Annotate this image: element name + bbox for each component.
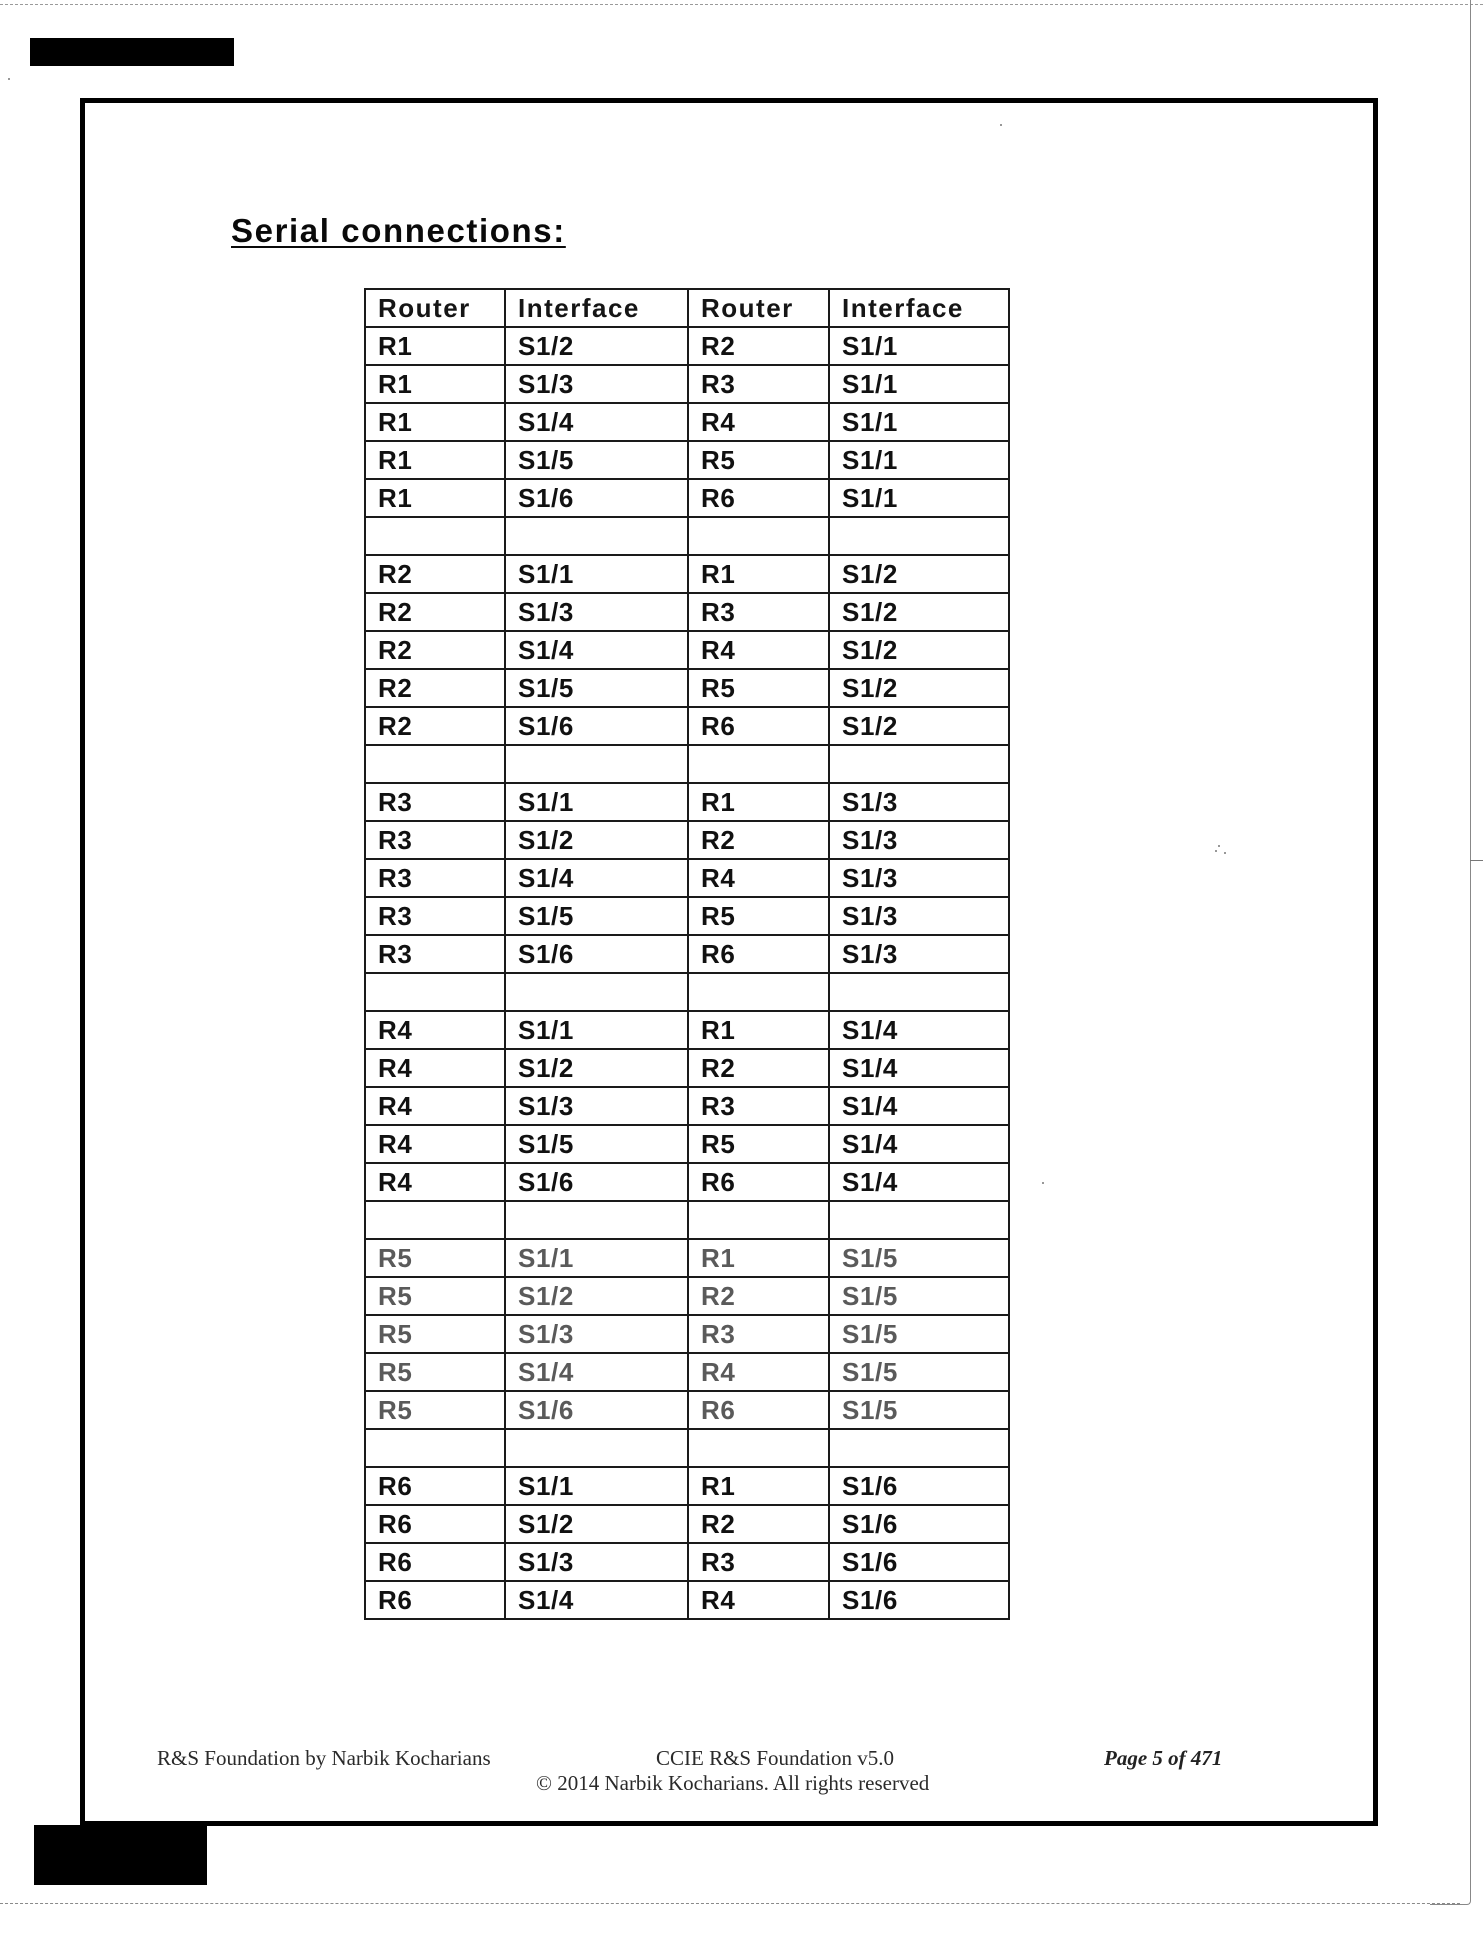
cell-remote-router: R2 xyxy=(688,1505,829,1543)
cell-local-interface: S1/2 xyxy=(505,1505,688,1543)
cell-local-interface: S1/6 xyxy=(505,479,688,517)
cell-remote-interface: S1/6 xyxy=(829,1581,1009,1619)
spacer-row xyxy=(365,517,1009,555)
cell-local-interface: S1/2 xyxy=(505,1049,688,1087)
serial-connections-table xyxy=(364,288,1010,1620)
empty-cell xyxy=(829,973,1009,1011)
cell-remote-interface: S1/1 xyxy=(829,479,1009,517)
cell-remote-router: R6 xyxy=(688,935,829,973)
cell-remote-router: R5 xyxy=(688,897,829,935)
cell-remote-interface: S1/3 xyxy=(829,859,1009,897)
empty-cell xyxy=(365,745,505,783)
cell-local-interface: S1/5 xyxy=(505,669,688,707)
table-row xyxy=(365,631,1009,669)
page-edge-corner xyxy=(1430,1898,1471,1905)
cell-local-router: R1 xyxy=(365,479,505,517)
empty-cell xyxy=(688,1201,829,1239)
cell-local-router: R6 xyxy=(365,1581,505,1619)
cell-remote-interface: S1/5 xyxy=(829,1277,1009,1315)
cell-local-interface: S1/4 xyxy=(505,631,688,669)
cell-local-interface: S1/4 xyxy=(505,859,688,897)
cell-remote-router: R1 xyxy=(688,1011,829,1049)
footer-course-title: CCIE R&S Foundation v5.0 xyxy=(656,1746,895,1770)
cell-local-router: R1 xyxy=(365,403,505,441)
spacer-row xyxy=(365,1201,1009,1239)
spacer-row xyxy=(365,1429,1009,1467)
cell-local-router: R1 xyxy=(365,365,505,403)
cell-local-router: R3 xyxy=(365,821,505,859)
table-row xyxy=(365,1277,1009,1315)
cell-local-router: R3 xyxy=(365,859,505,897)
cell-remote-interface: S1/1 xyxy=(829,365,1009,403)
table-row xyxy=(365,1467,1009,1505)
cell-remote-interface: S1/5 xyxy=(829,1391,1009,1429)
cell-remote-router: R4 xyxy=(688,1353,829,1391)
table-row xyxy=(365,365,1009,403)
cell-local-router: R4 xyxy=(365,1163,505,1201)
table-row xyxy=(365,1049,1009,1087)
table-row xyxy=(365,1505,1009,1543)
cell-remote-interface: S1/2 xyxy=(829,555,1009,593)
cell-remote-interface: S1/3 xyxy=(829,897,1009,935)
cell-remote-router: R3 xyxy=(688,1543,829,1581)
cell-local-router: R3 xyxy=(365,783,505,821)
empty-cell xyxy=(688,973,829,1011)
cell-local-router: R1 xyxy=(365,441,505,479)
cell-remote-interface: S1/5 xyxy=(829,1315,1009,1353)
cell-local-router: R2 xyxy=(365,707,505,745)
table-row xyxy=(365,403,1009,441)
cell-local-interface: S1/3 xyxy=(505,1087,688,1125)
table-row xyxy=(365,1581,1009,1619)
cell-remote-router: R4 xyxy=(688,631,829,669)
empty-cell xyxy=(365,1429,505,1467)
empty-cell xyxy=(829,1429,1009,1467)
empty-cell xyxy=(829,517,1009,555)
table-row xyxy=(365,1391,1009,1429)
table-row xyxy=(365,1163,1009,1201)
cell-remote-interface: S1/5 xyxy=(829,1239,1009,1277)
table-row xyxy=(365,479,1009,517)
cell-local-router: R4 xyxy=(365,1087,505,1125)
table-row xyxy=(365,783,1009,821)
table-body xyxy=(365,327,1009,1619)
scan-speck xyxy=(1215,850,1217,852)
cell-local-router: R5 xyxy=(365,1277,505,1315)
cell-local-interface: S1/3 xyxy=(505,1315,688,1353)
cell-local-interface: S1/1 xyxy=(505,783,688,821)
cell-local-router: R5 xyxy=(365,1391,505,1429)
table-row xyxy=(365,327,1009,365)
cell-local-router: R6 xyxy=(365,1543,505,1581)
cell-local-router: R1 xyxy=(365,327,505,365)
cell-local-interface: S1/2 xyxy=(505,1277,688,1315)
cell-local-router: R5 xyxy=(365,1353,505,1391)
empty-cell xyxy=(688,1429,829,1467)
cell-remote-router: R4 xyxy=(688,403,829,441)
table-row xyxy=(365,441,1009,479)
cell-remote-router: R6 xyxy=(688,707,829,745)
table-row xyxy=(365,1315,1009,1353)
cell-remote-router: R5 xyxy=(688,669,829,707)
spacer-row xyxy=(365,973,1009,1011)
table-row xyxy=(365,821,1009,859)
redaction-box-top xyxy=(30,38,234,66)
cell-local-router: R2 xyxy=(365,669,505,707)
cell-remote-router: R1 xyxy=(688,555,829,593)
cell-remote-interface: S1/3 xyxy=(829,935,1009,973)
header-interface-local: Interface xyxy=(505,289,688,327)
empty-cell xyxy=(829,745,1009,783)
footer-page-number: Page 5 of 471 xyxy=(1104,1746,1223,1770)
cell-remote-router: R1 xyxy=(688,1467,829,1505)
table-row xyxy=(365,1125,1009,1163)
cell-local-interface: S1/6 xyxy=(505,1163,688,1201)
page-edge-tick xyxy=(1470,860,1483,861)
table-row xyxy=(365,593,1009,631)
header-router-local: Router xyxy=(365,289,505,327)
cell-local-router: R2 xyxy=(365,631,505,669)
cell-remote-interface: S1/1 xyxy=(829,403,1009,441)
cell-remote-interface: S1/2 xyxy=(829,593,1009,631)
cell-remote-router: R4 xyxy=(688,859,829,897)
cell-local-router: R2 xyxy=(365,593,505,631)
empty-cell xyxy=(505,1201,688,1239)
table-row xyxy=(365,1543,1009,1581)
table-row xyxy=(365,1353,1009,1391)
page-edge-right xyxy=(1470,0,1471,1900)
table-header-row xyxy=(365,289,1009,327)
cell-remote-interface: S1/4 xyxy=(829,1087,1009,1125)
cell-remote-interface: S1/6 xyxy=(829,1467,1009,1505)
cell-local-interface: S1/4 xyxy=(505,403,688,441)
scan-artifact-top-line xyxy=(0,4,1483,5)
table-row xyxy=(365,669,1009,707)
cell-local-interface: S1/6 xyxy=(505,935,688,973)
footer-author: R&S Foundation by Narbik Kocharians xyxy=(157,1746,491,1770)
cell-remote-router: R2 xyxy=(688,821,829,859)
cell-local-interface: S1/3 xyxy=(505,1543,688,1581)
cell-local-interface: S1/1 xyxy=(505,1239,688,1277)
scan-speck xyxy=(1224,852,1226,854)
cell-local-router: R6 xyxy=(365,1505,505,1543)
cell-local-interface: S1/1 xyxy=(505,1011,688,1049)
cell-local-interface: S1/4 xyxy=(505,1353,688,1391)
cell-local-interface: S1/3 xyxy=(505,365,688,403)
cell-local-router: R4 xyxy=(365,1125,505,1163)
cell-local-interface: S1/5 xyxy=(505,1125,688,1163)
cell-remote-interface: S1/1 xyxy=(829,441,1009,479)
cell-remote-router: R6 xyxy=(688,479,829,517)
cell-remote-interface: S1/5 xyxy=(829,1353,1009,1391)
header-interface-remote: Interface xyxy=(829,289,1009,327)
table-row xyxy=(365,897,1009,935)
cell-local-router: R3 xyxy=(365,897,505,935)
cell-local-interface: S1/5 xyxy=(505,897,688,935)
cell-local-interface: S1/3 xyxy=(505,593,688,631)
page-title: Serial connections: xyxy=(231,212,566,249)
cell-remote-router: R1 xyxy=(688,1239,829,1277)
cell-remote-router: R5 xyxy=(688,1125,829,1163)
empty-cell xyxy=(505,1429,688,1467)
cell-local-router: R6 xyxy=(365,1467,505,1505)
cell-local-router: R4 xyxy=(365,1049,505,1087)
cell-remote-router: R2 xyxy=(688,1277,829,1315)
cell-remote-interface: S1/4 xyxy=(829,1011,1009,1049)
header-router-remote: Router xyxy=(688,289,829,327)
cell-local-router: R4 xyxy=(365,1011,505,1049)
redaction-box-bottom xyxy=(34,1825,207,1885)
cell-local-interface: S1/2 xyxy=(505,327,688,365)
cell-remote-router: R2 xyxy=(688,327,829,365)
cell-remote-interface: S1/6 xyxy=(829,1505,1009,1543)
cell-remote-interface: S1/2 xyxy=(829,631,1009,669)
table-row xyxy=(365,935,1009,973)
cell-local-interface: S1/4 xyxy=(505,1581,688,1619)
scan-speck xyxy=(8,78,10,80)
cell-remote-interface: S1/4 xyxy=(829,1049,1009,1087)
table-row xyxy=(365,555,1009,593)
cell-remote-router: R6 xyxy=(688,1163,829,1201)
cell-remote-router: R3 xyxy=(688,593,829,631)
cell-remote-interface: S1/1 xyxy=(829,327,1009,365)
cell-remote-router: R3 xyxy=(688,1087,829,1125)
empty-cell xyxy=(505,745,688,783)
cell-local-interface: S1/5 xyxy=(505,441,688,479)
cell-local-router: R5 xyxy=(365,1315,505,1353)
empty-cell xyxy=(688,745,829,783)
table-row xyxy=(365,707,1009,745)
empty-cell xyxy=(688,517,829,555)
empty-cell xyxy=(505,973,688,1011)
cell-local-interface: S1/2 xyxy=(505,821,688,859)
empty-cell xyxy=(505,517,688,555)
cell-local-router: R3 xyxy=(365,935,505,973)
footer-copyright: © 2014 Narbik Kocharians. All rights reserved xyxy=(536,1771,930,1795)
cell-local-router: R5 xyxy=(365,1239,505,1277)
cell-remote-interface: S1/2 xyxy=(829,669,1009,707)
cell-remote-interface: S1/6 xyxy=(829,1543,1009,1581)
empty-cell xyxy=(365,973,505,1011)
cell-remote-interface: S1/3 xyxy=(829,821,1009,859)
scan-speck xyxy=(1218,845,1220,847)
table-row xyxy=(365,1239,1009,1277)
cell-remote-interface: S1/4 xyxy=(829,1125,1009,1163)
scan-speck xyxy=(1000,124,1002,126)
cell-remote-router: R1 xyxy=(688,783,829,821)
cell-remote-interface: S1/2 xyxy=(829,707,1009,745)
empty-cell xyxy=(829,1201,1009,1239)
cell-remote-router: R5 xyxy=(688,441,829,479)
scan-speck xyxy=(1042,1182,1044,1184)
table-row xyxy=(365,859,1009,897)
table-row xyxy=(365,1011,1009,1049)
cell-remote-router: R2 xyxy=(688,1049,829,1087)
cell-local-interface: S1/1 xyxy=(505,555,688,593)
scan-artifact-bottom-line xyxy=(0,1903,1460,1904)
cell-remote-router: R3 xyxy=(688,1315,829,1353)
empty-cell xyxy=(365,1201,505,1239)
cell-remote-interface: S1/3 xyxy=(829,783,1009,821)
cell-remote-router: R3 xyxy=(688,365,829,403)
cell-remote-interface: S1/4 xyxy=(829,1163,1009,1201)
cell-local-interface: S1/6 xyxy=(505,1391,688,1429)
empty-cell xyxy=(365,517,505,555)
cell-remote-router: R4 xyxy=(688,1581,829,1619)
cell-local-router: R2 xyxy=(365,555,505,593)
table-row xyxy=(365,1087,1009,1125)
cell-local-interface: S1/1 xyxy=(505,1467,688,1505)
cell-local-interface: S1/6 xyxy=(505,707,688,745)
cell-remote-router: R6 xyxy=(688,1391,829,1429)
spacer-row xyxy=(365,745,1009,783)
